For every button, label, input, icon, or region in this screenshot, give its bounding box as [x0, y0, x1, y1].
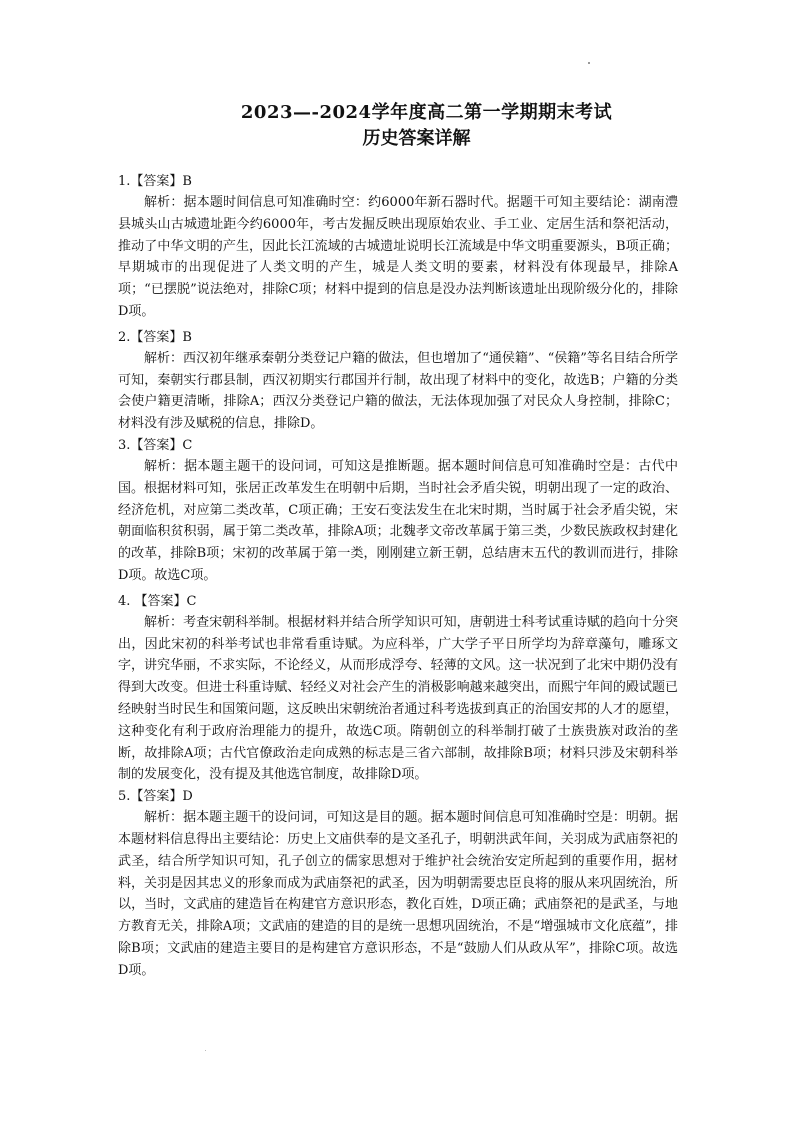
title-block	[0, 100, 793, 152]
scan-speck	[205, 1050, 206, 1051]
question-analysis: 解析：据本题主题干的设问词，可知这是目的题。据本题时间信息可知准确时空是：明朝。据本题材料信息得出主要结论：历史上文庙供奉的是文圣孔子，明朝洪武年间，关羽成为武庙祭祀的武圣，结合所学知识可知，孔子创立的儒家思想对于维护社会统治安定所起到的重要作用，据材料，关羽是因其忠义的形象而成为武庙祭祀的武圣，因为明朝需要忠臣良将的服从来巩固统治，所以，当时，文武庙的建造旨在构建官方意识形态，教化百姓，D项正确；武庙祭祀的是武圣，与地方教育无关，排除A项；文武庙的建造的目的是统一思想巩固统治，不是“增强城市文化底蕴”，排除B项；文武庙的建造主要目的是构建官方意识形态，不是“鼓励人们从政从军”，排除C项。故选D项。	[118, 810, 678, 978]
page-title: 2023—-2024学年度高二第一学期期末考试	[240, 102, 613, 123]
question-analysis: 解析：西汉初年继承秦朝分类登记户籍的做法，但也增加了“通侯籍”、“侯籍”等名目结合所学可知，秦朝实行郡县制，西汉初期实行郡国并行制，故出现了材料中的变化，故选B；户籍的分类会使户籍更清晰，排除A；西汉分类登记户籍的做法，无法体现加强了对民众人身控制，排除C；材料没有涉及赋税的信息，排除D。	[118, 350, 678, 432]
question-1	[118, 172, 678, 323]
answers-content	[118, 172, 678, 983]
question-answer-label: 3.【答案】C	[118, 437, 193, 453]
question-answer-label: 2.【答案】B	[118, 329, 192, 345]
question-answer-label: 4. 【答案】C	[118, 593, 197, 609]
question-4	[118, 592, 678, 786]
question-5	[118, 787, 678, 981]
question-analysis: 解析：考查宋朝科举制。根据材料并结合所学知识可知，唐朝进士科考试重诗赋的趋向十分突出，因此宋初的科举考试也非常看重诗赋。为应科举，广大学子平日所学均为辞章藻句，雕琢文字，讲究华丽，不求实际，不论经义，从而形成浮夸、轻薄的文风。这一状况到了北宋中期仍没有得到大改变。但进士科重诗赋、轻经义对社会产生的消极影响越来越突出，而熙宁年间的殿试题已经映射当时民生和国策问题，这反映出宋朝统治者通过科考选拔到真正的治国安邦的人才的愿望，这种变化有利于政府治理能力的提升，故选C项。隋朝创立的科举制打破了士族贵族对政治的垄断，故排除A项；古代官僚政治走向成熟的标志是三省六部制，故排除B项；材料只涉及宋朝科举制的发展变化，没有提及其他选官制度，故排除D项。	[118, 614, 678, 783]
question-analysis: 解析：据本题主题干的设问词，可知这是推断题。据本题时间信息可知准确时空是：古代中国。根据材料可知，张居正改革发生在明朝中后期，当时社会矛盾尖锐，明朝出现了一定的政治、经济危机，对应第二类改革，C项正确；王安石变法发生在北宋时期，当时属于社会矛盾尖锐，宋朝面临积贫积弱，属于第二类改革，排除A项；北魏孝文帝改革属于第三类，少数民族政权封建化的改革，排除B项；宋初的改革属于第一类，刚刚建立新王朝，总结唐末五代的教训而进行，排除D项。故选C项。	[118, 458, 678, 583]
page-subtitle: 历史答案详解	[362, 128, 471, 149]
question-analysis: 解析：据本题时间信息可知准确时空：约6000年新石器时代。据题干可知主要结论：湖南澧县城头山古城遗址距今约6000年，考古发掘反映出现原始农业、手工业、定居生活和祭祀活动，推动了中华文明的产生，因此长江流域的古城遗址说明长江流域是中华文明重要源头，B项正确；早期城市的出现促进了人类文明的产生，城是人类文明的要素，材料没有体现最早，排除A项；“已摆脱”说法绝对，排除C项；材料中提到的信息是没办法判断该遗址出现阶级分化的，排除D项。	[118, 195, 678, 319]
question-2	[118, 328, 678, 435]
question-3	[118, 436, 678, 587]
question-answer-label: 5.【答案】D	[118, 789, 193, 805]
scan-speck	[588, 62, 590, 64]
question-answer-label: 1.【答案】B	[118, 174, 192, 189]
